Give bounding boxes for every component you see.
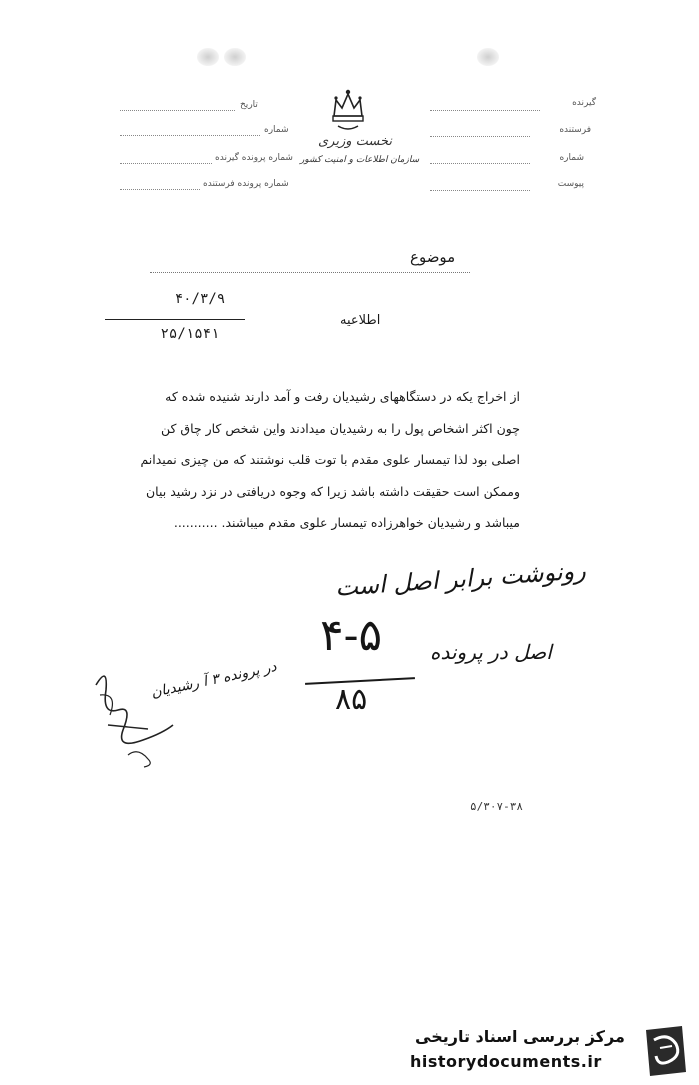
signature-scribble-icon	[88, 655, 178, 775]
crown-emblem-icon	[326, 86, 370, 134]
punch-hole	[224, 48, 246, 66]
subject-line	[150, 272, 470, 273]
document-body	[95, 381, 520, 539]
body-line: میباشد و رشیدیان خواهرزاده تیمسار علوی مقدم میباشند. ...........	[173, 515, 520, 530]
number-line	[430, 163, 530, 164]
watermark-url: historydocuments.ir	[410, 1052, 602, 1071]
handwritten-copy-note: رونوشت برابر اصل است	[334, 556, 587, 602]
punch-hole	[477, 48, 499, 66]
recipient-file-line	[120, 163, 212, 164]
date-label: تاریخ	[240, 100, 258, 110]
emblem-title: نخست وزیری	[318, 134, 393, 149]
emblem-subtitle: سازمان اطلاعات و امنیت کشور	[300, 155, 420, 165]
handwritten-denominator: ۸۵	[335, 682, 368, 717]
reference-code: ۵/۳۰۷-۳۸	[470, 800, 523, 813]
archive-logo-icon	[640, 1022, 690, 1078]
date-line-header	[120, 110, 235, 111]
recipient-label: گیرنده	[572, 98, 596, 108]
number-label-left: شماره	[264, 125, 289, 135]
watermark-title: مرکز بررسی اسناد تاریخی	[415, 1027, 625, 1046]
body-line: اصلی بود لذا تیمسار علوی مقدم با توت قلب نوشتند که من چیزی نمیدانم	[140, 452, 520, 467]
handwritten-file-note: اصل در پرونده	[430, 640, 552, 664]
sender-label: فرستنده	[559, 125, 591, 135]
document-number: ۲۵/۱۵۴۱	[160, 326, 220, 342]
attachment-line	[430, 190, 530, 191]
body-line: وممکن است حقیقت داشته باشد زیرا که وجوه دریافتی در نزد رشید بیان	[146, 483, 520, 499]
attachment-label: پیوست	[557, 179, 584, 189]
recipient-line	[430, 110, 540, 111]
body-line: چون اکثر اشخاص پول را به رشیدیان میدادند واین شخص کار چاق کن	[160, 420, 520, 436]
body-line: از اخراج یکه در دستگاههای رشیدیان رفت و آمد دارند شنیده شده که	[165, 389, 520, 404]
document-date: ۴۰/۳/۹	[174, 291, 226, 307]
subject-label: موضوع	[410, 248, 456, 266]
sender-file-label: شماره پرونده فرستنده	[203, 179, 289, 189]
date-underline	[105, 319, 245, 320]
punch-hole	[197, 48, 219, 66]
number-line-left	[120, 135, 260, 136]
document-heading: اطلاعیه	[340, 313, 381, 328]
sender-file-line	[120, 189, 200, 190]
number-label: شماره	[559, 153, 584, 163]
handwritten-margin-note: در پرونده ۳ آ رشیدیان	[149, 658, 278, 702]
handwritten-numerator: ۴-۵	[320, 610, 383, 661]
recipient-file-label: شماره پرونده گیرنده	[215, 153, 293, 163]
sender-line	[430, 136, 530, 137]
